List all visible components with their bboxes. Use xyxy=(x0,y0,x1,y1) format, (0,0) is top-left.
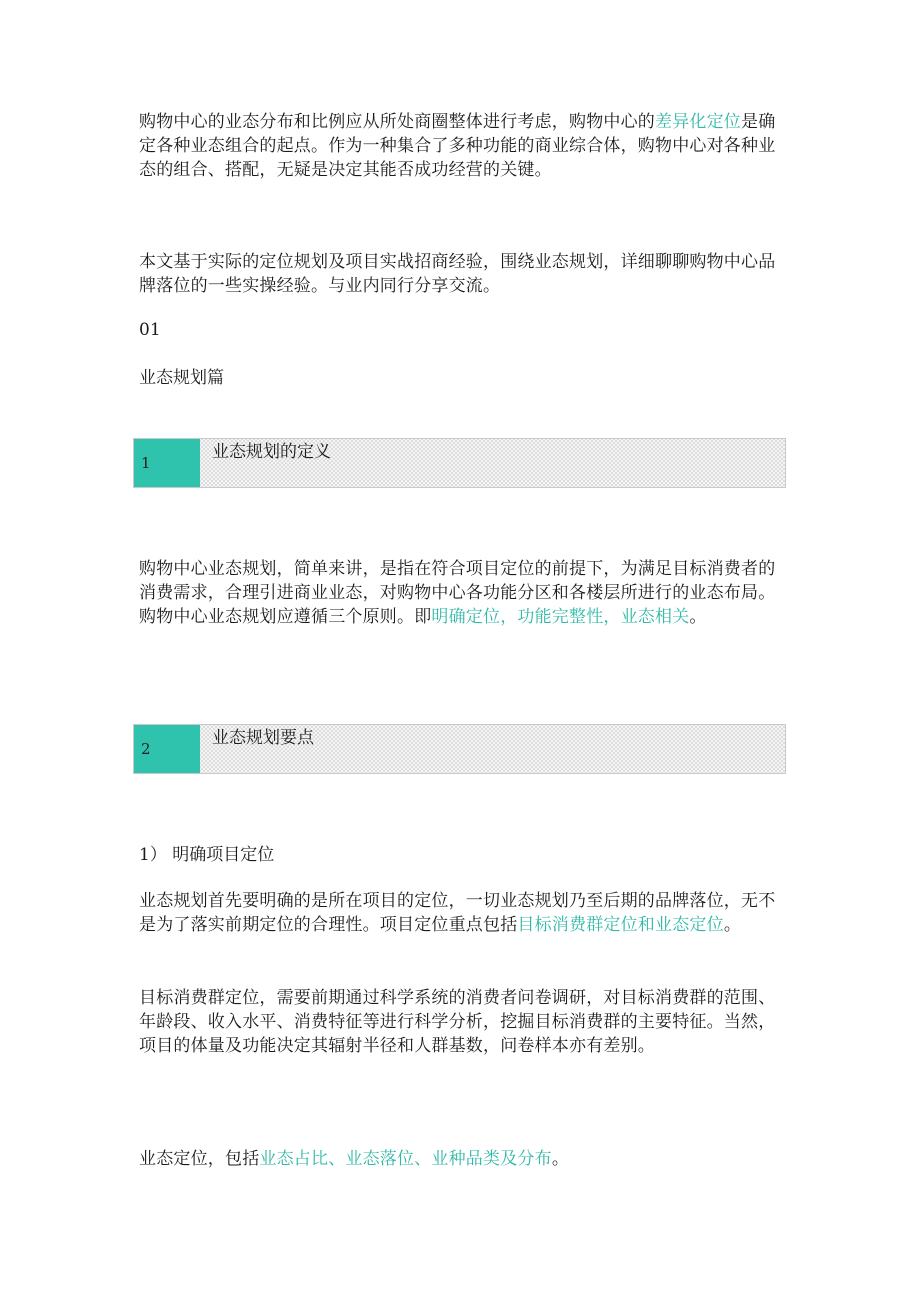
section2-paragraph-1 xyxy=(139,889,789,937)
section-number-badge: 2 xyxy=(134,725,200,773)
subheading-project-positioning: 1） 明确项目定位 xyxy=(139,845,275,865)
section2-paragraph-2: 目标消费群定位，需要前期通过科学系统的消费者问卷调研，对目标消费群的范围、年龄段、收入水平、消费特征等进行科学分析，挖掘目标消费群的主要特征。当然，项目的体量及功能决定其辐射半径和人群基数，问卷样本亦有差别。 xyxy=(139,988,776,1056)
highlight-differentiated-positioning: 差异化定位 xyxy=(655,112,741,132)
section2-p1-text-b: 。 xyxy=(723,915,742,935)
section2-p3-text-a: 业态定位，包括 xyxy=(139,1149,260,1169)
intro-paragraph-2: 本文基于实际的定位规划及项目实战招商经验，围绕业态规划，详细聊聊购物中心品牌落位的一些实操经验。与业内同行分享交流。 xyxy=(139,252,776,296)
part-title: 业态规划篇 xyxy=(139,368,224,388)
intro-paragraph-1 xyxy=(139,110,789,182)
intro-text-b: 是确定各种业态组合的起点。作为一种集合了多种功能的商业综合体，购物中心对各种业态的组合、搭配，无疑是决定其能否成功经营的关键。 xyxy=(139,112,776,180)
section2-p1-text-a: 业态规划首先要明确的是所在项目的定位，一切业态规划乃至后期的品牌落位，无不是为了落实前期定位的合理性。项目定位重点包括 xyxy=(139,891,776,935)
highlight-three-principles: 明确定位，功能完整性，业态相关 xyxy=(431,607,690,627)
section-heading-1 xyxy=(133,438,786,488)
section-title: 业态规划要点 xyxy=(212,728,314,748)
section2-paragraph-3 xyxy=(139,1147,789,1171)
section1-text-b: 。 xyxy=(689,607,707,627)
section-title: 业态规划的定义 xyxy=(212,442,331,462)
section2-p3-text-b: 。 xyxy=(551,1149,570,1169)
highlight-target-positioning: 目标消费群定位和业态定位 xyxy=(517,915,724,935)
part-number: 01 xyxy=(139,320,161,340)
section1-text-a: 购物中心业态规划，简单来讲，是指在符合项目定位的前提下，为满足目标消费者的消费需求，合理引进商业业态，对购物中心各功能分区和各楼层所进行的业态布局。购物中心业态规划应遵循三个原则。即 xyxy=(139,559,776,627)
section1-paragraph xyxy=(139,557,789,629)
section-number-badge: 1 xyxy=(134,439,200,487)
intro-text-a: 购物中心的业态分布和比例应从所处商圈整体进行考虑，购物中心的 xyxy=(139,112,655,132)
section-heading-2 xyxy=(133,724,786,774)
highlight-format-positioning: 业态占比、业态落位、业种品类及分布 xyxy=(259,1149,552,1169)
